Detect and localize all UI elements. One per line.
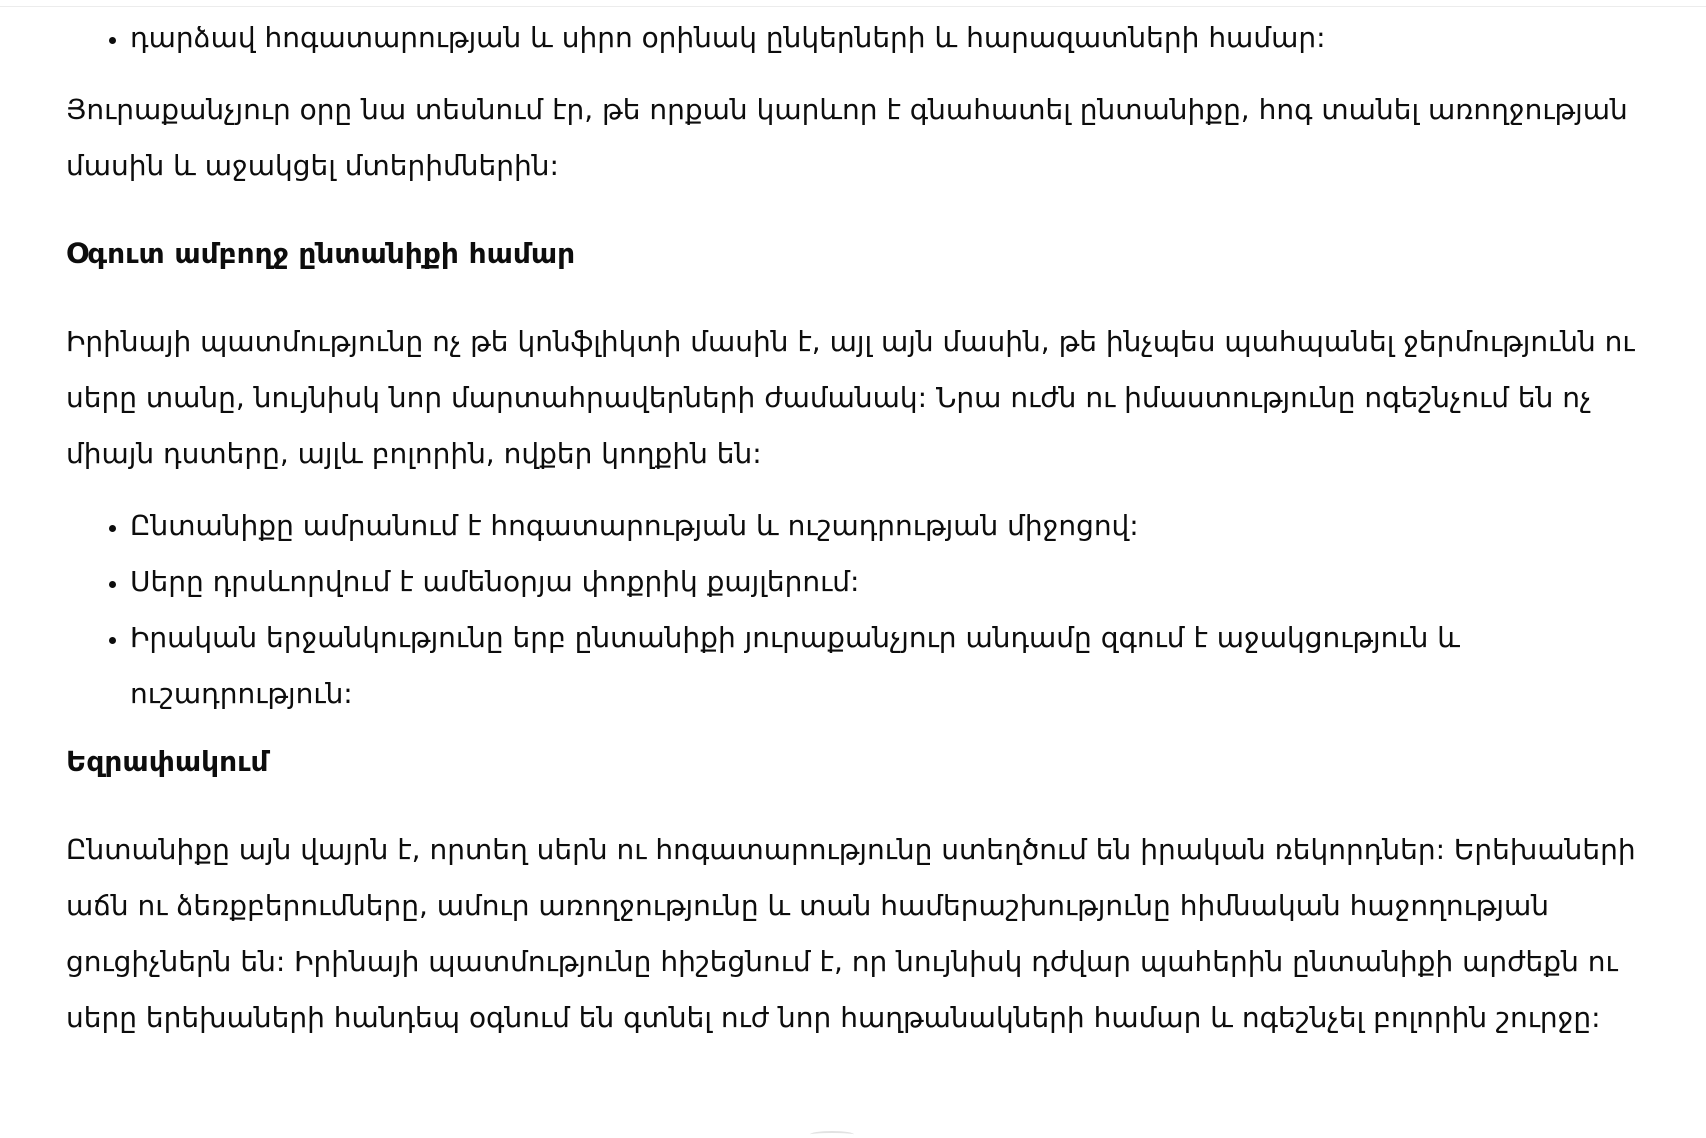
bullet-list-top [66, 10, 1646, 66]
list-item: • Սերը դրսևորվում է ամենօրյա փոքրիկ քայլերում: [130, 554, 1646, 610]
paragraph: Ընտանիքը այն վայրն է, որտեղ սերն ու հոգատարությունը ստեղծում են իրական ռեկորդներ: Երեխաների աճն ու ձեռքբերումները, ամուր առողջությունը և տան համերաշխությունը հիմնական հաջողության ցուցիչներն են: Իրինայի պատմությունը հիշեցնում է, որ նույնիսկ դժվար պահերին ընտանիքի արժեքն ու սերը երեխաների հանդեպ օգնում են գտնել ուժ նոր հաղթանակների համար և ոգեշնչել բոլորին շուրջը: [66, 833, 1636, 1034]
paragraph: Իրինայի պատմությունը ոչ թե կոնֆլիկտի մասին է, այլ այն մասին, թե ինչպես պահպանել ջերմությունն ու սերը տանը, նույնիսկ նոր մարտահրավերների ժամանակ: Նրա ուժն ու իմաստությունը ոգեշնչում են ոչ միայն դստերը, այլև բոլորին, ովքեր կողքին են: [66, 325, 1635, 470]
article-body [66, 0, 1646, 1046]
list-item: • Ընտանիքը ամրանում է հոգատարության և ուշադրության միջոցով: [130, 498, 1646, 554]
list-item: • դարձավ հոգատարության և սիրո օրինակ ընկերների և հարազատների համար: [130, 10, 1646, 66]
paragraph: Յուրաքանչյուր օրը նա տեսնում էր, թե որքան կարևոր է գնահատել ընտանիքը, հոգ տանել առողջության մասին և աջակցել մտերիմներին: [66, 93, 1628, 182]
section-heading-conclusion: Եզրափակում [66, 745, 269, 778]
list-item: • Իրական երջանկությունը երբ ընտանիքի յուրաքանչյուր անդամը զգում է աջակցություն և ուշադրություն: [130, 610, 1646, 722]
section-heading-benefit: Օգուտ ամբողջ ընտանիքի համար [66, 237, 576, 270]
scroll-indicator [810, 1131, 854, 1138]
bullet-list [66, 498, 1646, 722]
